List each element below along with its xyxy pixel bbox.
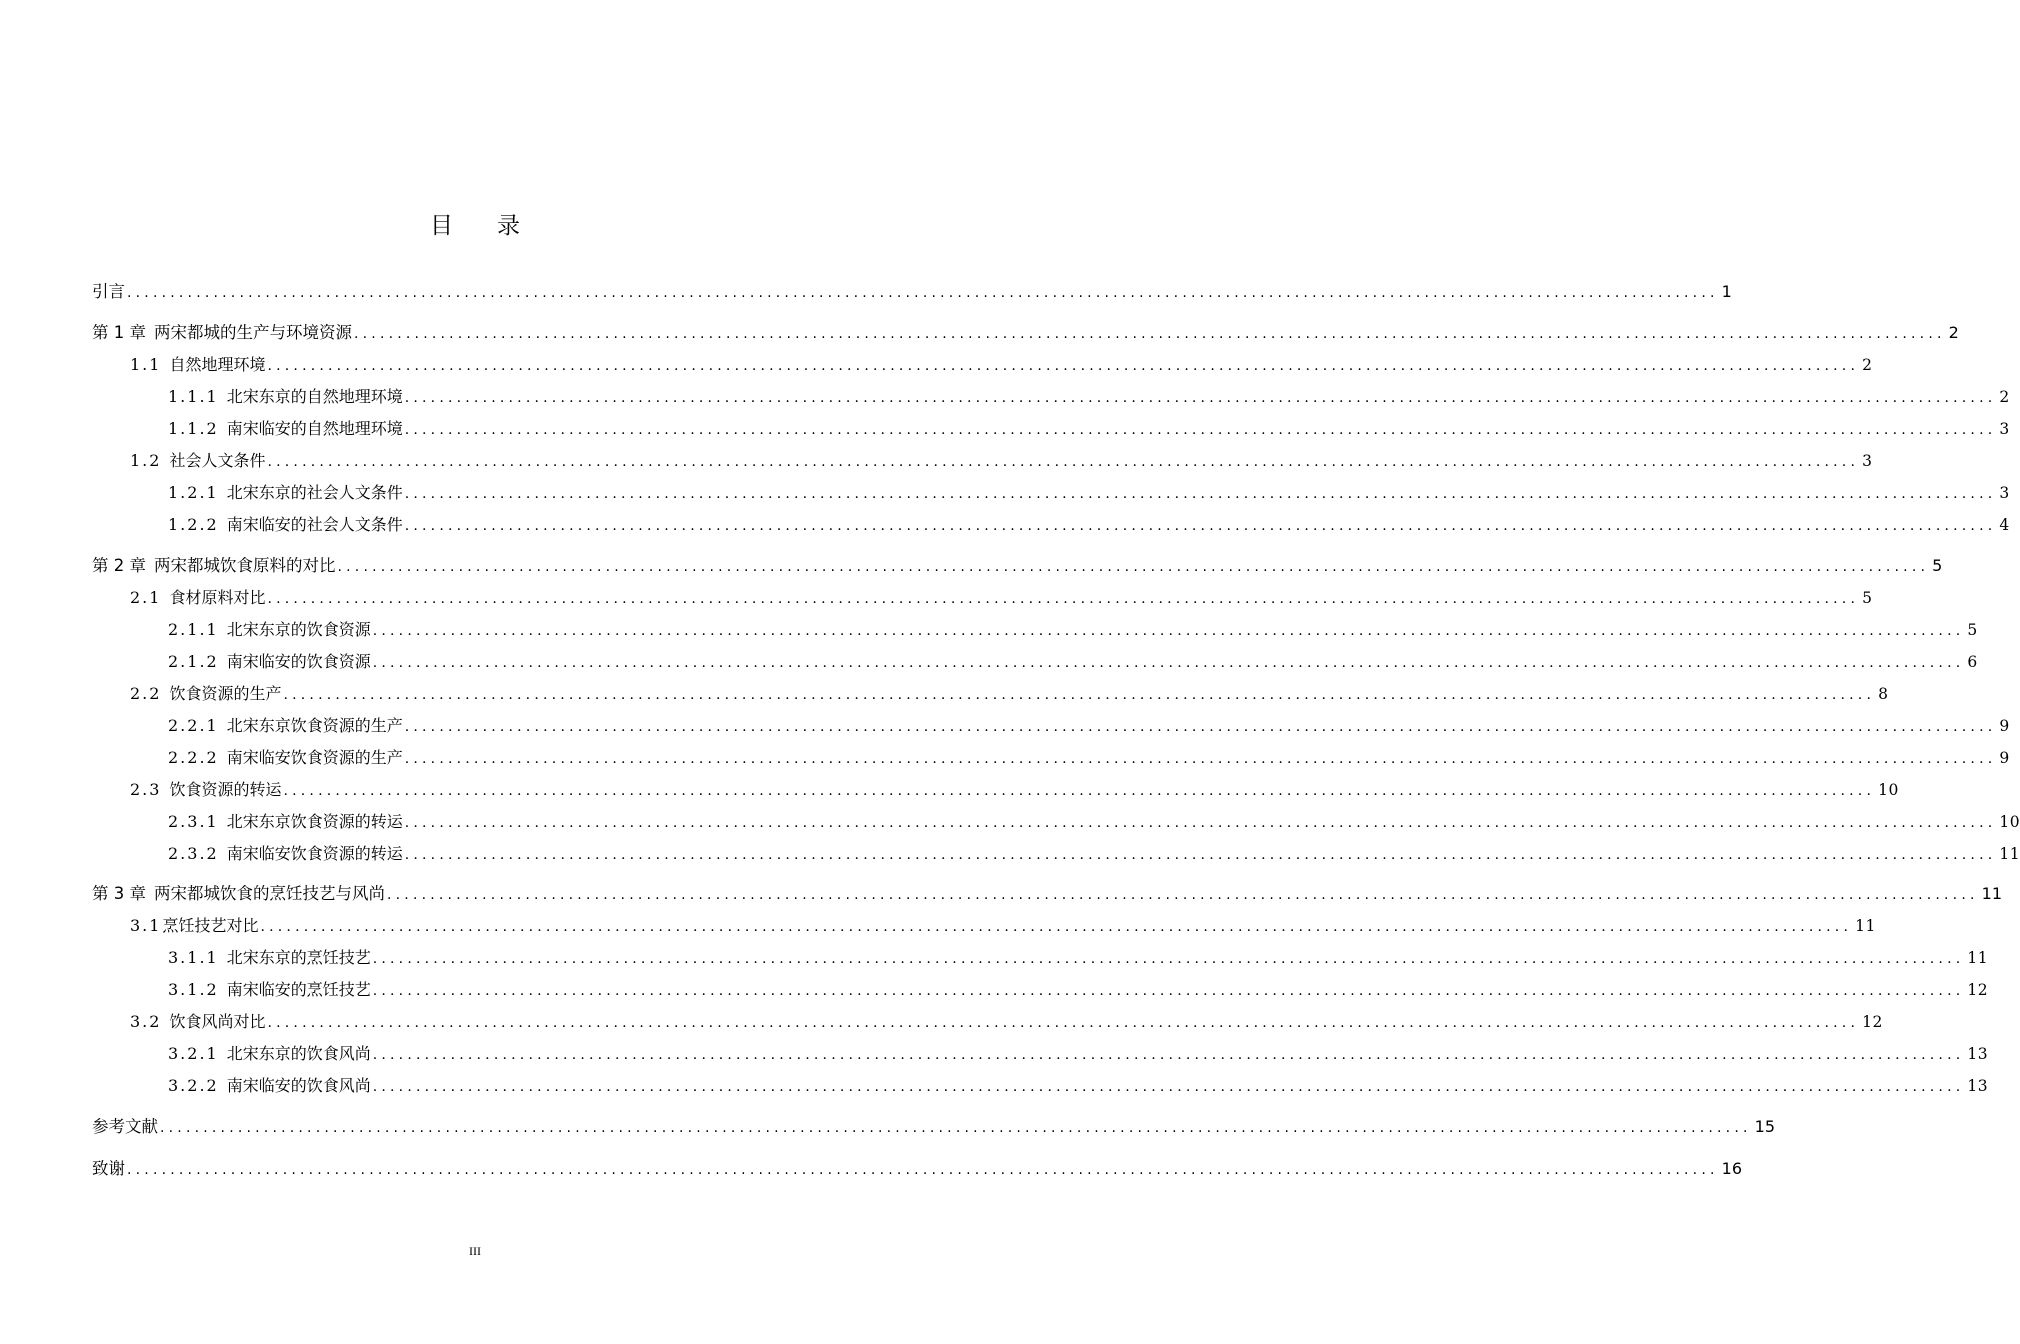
toc-entry-2-3[interactable]	[130, 778, 1899, 802]
toc-label: 北宋东京饮食资源的生产	[226, 716, 403, 735]
toc-entry-1-2-1[interactable]	[168, 481, 2010, 505]
toc-number: 2.2	[130, 684, 162, 703]
toc-page-number: 8	[1878, 685, 1889, 703]
toc-page-number: 10	[1878, 781, 1899, 799]
toc-number: 3.1	[130, 916, 162, 935]
toc-entry-2-2[interactable]	[130, 682, 1889, 706]
toc-label: 北宋东京的饮食风尚	[226, 1044, 371, 1063]
toc-entry-2-1-2[interactable]	[168, 650, 1978, 674]
toc-number: 1.1.2	[168, 419, 219, 438]
toc-label: 南宋临安饮食资源的转运	[226, 844, 403, 863]
toc-entry-3-1-2[interactable]	[168, 978, 1989, 1002]
toc-label: 社会人文条件	[169, 451, 266, 470]
toc-page-number: 9	[1999, 717, 2010, 735]
toc-number: 第 2 章	[92, 556, 146, 575]
dot-leader: ........................................................................................................................................................................................	[267, 591, 1860, 607]
toc-entry-intro[interactable]	[92, 280, 1732, 304]
toc-number: 2.1.1	[168, 620, 219, 639]
toc-page-number: 5	[1862, 589, 1873, 607]
toc-label: 南宋临安的饮食风尚	[226, 1076, 371, 1095]
toc-number: 3.2.2	[168, 1076, 219, 1095]
toc-label: 北宋东京饮食资源的转运	[226, 812, 403, 831]
toc-page-number: 5	[1932, 556, 1943, 575]
toc-label: 两宋都城的生产与环境资源	[154, 323, 352, 342]
toc-label: 北宋东京的饮食资源	[226, 620, 371, 639]
toc-number: 2.3.2	[168, 844, 219, 863]
toc-label: 烹饪技艺对比	[162, 916, 259, 935]
toc-page-number: 2	[1862, 356, 1873, 374]
toc-number: 2.3	[130, 780, 162, 799]
dot-leader: ........................................................................................................................................................................................	[337, 559, 1930, 575]
dot-leader: ........................................................................................................................................................................................	[260, 919, 1853, 935]
dot-leader: ........................................................................................................................................................................................	[387, 887, 1979, 903]
toc-label: 南宋临安的自然地理环境	[226, 419, 403, 438]
toc-number: 1.1.1	[168, 387, 219, 406]
dot-leader: ........................................................................................................................................................................................	[127, 1162, 1719, 1178]
toc-entry-chapter-1[interactable]	[92, 321, 1959, 345]
toc-page-number: 11	[1855, 917, 1876, 935]
dot-leader: ........................................................................................................................................................................................	[127, 285, 1719, 301]
dot-leader: ........................................................................................................................................................................................	[404, 422, 1997, 438]
toc-page-number: 3	[1999, 484, 2010, 502]
toc-entry-3-1[interactable]	[130, 914, 1876, 938]
toc-page-number: 5	[1967, 621, 1978, 639]
toc-entry-1-2[interactable]	[130, 449, 1873, 473]
toc-entry-references[interactable]	[92, 1115, 1775, 1139]
dot-leader: ........................................................................................................................................................................................	[267, 1015, 1860, 1031]
toc-page-number: 16	[1721, 1159, 1742, 1178]
toc-number: 第 3 章	[92, 884, 146, 903]
toc-label: 食材原料对比	[169, 588, 266, 607]
toc-page-number: 9	[1999, 749, 2010, 767]
toc-label: 致谢	[92, 1159, 125, 1178]
toc-page-number: 1	[1721, 282, 1732, 301]
dot-leader: ........................................................................................................................................................................................	[404, 847, 1997, 863]
toc-page-number: 13	[1967, 1077, 1989, 1095]
toc-label: 饮食资源的生产	[169, 684, 282, 703]
toc-page-number: 2	[1948, 323, 1959, 342]
toc-label: 引言	[92, 282, 125, 301]
toc-page-number: 12	[1967, 981, 1989, 999]
toc-number: 2.1	[130, 588, 162, 607]
toc-label: 北宋东京的烹饪技艺	[226, 948, 371, 967]
toc-entry-2-2-1[interactable]	[168, 714, 2010, 738]
toc-page-number: 6	[1967, 653, 1978, 671]
toc-entry-1-1[interactable]	[130, 353, 1873, 377]
toc-entry-2-3-2[interactable]	[168, 842, 2020, 866]
dot-leader: ........................................................................................................................................................................................	[372, 655, 1965, 671]
dot-leader: ........................................................................................................................................................................................	[372, 1047, 1965, 1063]
toc-page-number: 11	[1999, 845, 2020, 863]
toc-number: 3.2	[130, 1012, 162, 1031]
toc-entry-3-2[interactable]	[130, 1010, 1883, 1034]
toc-entry-3-2-1[interactable]	[168, 1042, 1989, 1066]
toc-label: 南宋临安的社会人文条件	[226, 515, 403, 534]
toc-entry-chapter-3[interactable]	[92, 882, 2002, 906]
toc-page-number: 4	[1999, 516, 2010, 534]
dot-leader: ........................................................................................................................................................................................	[267, 358, 1860, 374]
toc-label: 南宋临安的饮食资源	[226, 652, 371, 671]
toc-number: 1.1	[130, 355, 162, 374]
toc-label: 南宋临安的烹饪技艺	[226, 980, 371, 999]
toc-entry-1-1-2[interactable]	[168, 417, 2010, 441]
toc-number: 第 1 章	[92, 323, 146, 342]
toc-title: 目录	[430, 213, 564, 239]
dot-leader: ........................................................................................................................................................................................	[404, 486, 1997, 502]
toc-entry-acknowledgements[interactable]	[92, 1157, 1742, 1181]
dot-leader: ........................................................................................................................................................................................	[372, 983, 1965, 999]
toc-label: 北宋东京的自然地理环境	[226, 387, 403, 406]
toc-label: 自然地理环境	[169, 355, 266, 374]
dot-leader: ........................................................................................................................................................................................	[404, 815, 1997, 831]
toc-entry-3-2-2[interactable]	[168, 1074, 1989, 1098]
page-number-footer: III	[469, 1244, 481, 1258]
toc-number: 2.2.1	[168, 716, 219, 735]
toc-number: 2.3.1	[168, 812, 219, 831]
toc-entry-2-3-1[interactable]	[168, 810, 2020, 834]
dot-leader: ........................................................................................................................................................................................	[372, 623, 1965, 639]
dot-leader: ........................................................................................................................................................................................	[372, 1079, 1965, 1095]
toc-page-number: 12	[1862, 1013, 1883, 1031]
toc-number: 2.2.2	[168, 748, 219, 767]
toc-label: 两宋都城饮食的烹饪技艺与风尚	[154, 884, 385, 903]
toc-entry-2-2-2[interactable]	[168, 746, 2010, 770]
toc-entry-3-1-1[interactable]	[168, 946, 1989, 970]
toc-label: 北宋东京的社会人文条件	[226, 483, 403, 502]
toc-page-number: 11	[1981, 884, 2002, 903]
dot-leader: ........................................................................................................................................................................................	[404, 751, 1997, 767]
toc-page-number: 3	[1862, 452, 1873, 470]
toc-label: 饮食资源的转运	[169, 780, 282, 799]
dot-leader: ........................................................................................................................................................................................	[283, 783, 1876, 799]
toc-label: 饮食风尚对比	[169, 1012, 266, 1031]
toc-entry-1-1-1[interactable]	[168, 385, 2010, 409]
dot-leader: ........................................................................................................................................................................................	[404, 518, 1997, 534]
dot-leader: ........................................................................................................................................................................................	[404, 719, 1997, 735]
toc-number: 1.2.2	[168, 515, 219, 534]
dot-leader: ........................................................................................................................................................................................	[160, 1120, 1752, 1136]
toc-number: 3.1.2	[168, 980, 219, 999]
toc-number: 1.2.1	[168, 483, 219, 502]
toc-page-number: 13	[1967, 1045, 1989, 1063]
toc-entry-2-1-1[interactable]	[168, 618, 1978, 642]
toc-page-number: 15	[1754, 1117, 1775, 1136]
toc-page-number: 10	[1999, 813, 2020, 831]
toc-label: 两宋都城饮食原料的对比	[154, 556, 336, 575]
toc-number: 2.1.2	[168, 652, 219, 671]
toc-page-number: 3	[1999, 420, 2010, 438]
toc-entry-1-2-2[interactable]	[168, 513, 2010, 537]
toc-page-number: 11	[1967, 949, 1989, 967]
toc-number: 3.1.1	[168, 948, 219, 967]
toc-label: 参考文献	[92, 1117, 158, 1136]
dot-leader: ........................................................................................................................................................................................	[354, 326, 1946, 342]
toc-number: 1.2	[130, 451, 162, 470]
toc-page-number: 2	[1999, 388, 2010, 406]
toc-label: 南宋临安饮食资源的生产	[226, 748, 403, 767]
dot-leader: ........................................................................................................................................................................................	[404, 390, 1997, 406]
toc-entry-chapter-2[interactable]	[92, 554, 1943, 578]
dot-leader: ........................................................................................................................................................................................	[372, 951, 1965, 967]
dot-leader: ........................................................................................................................................................................................	[283, 687, 1876, 703]
toc-entry-2-1[interactable]	[130, 586, 1873, 610]
dot-leader: ........................................................................................................................................................................................	[267, 454, 1860, 470]
toc-number: 3.2.1	[168, 1044, 219, 1063]
